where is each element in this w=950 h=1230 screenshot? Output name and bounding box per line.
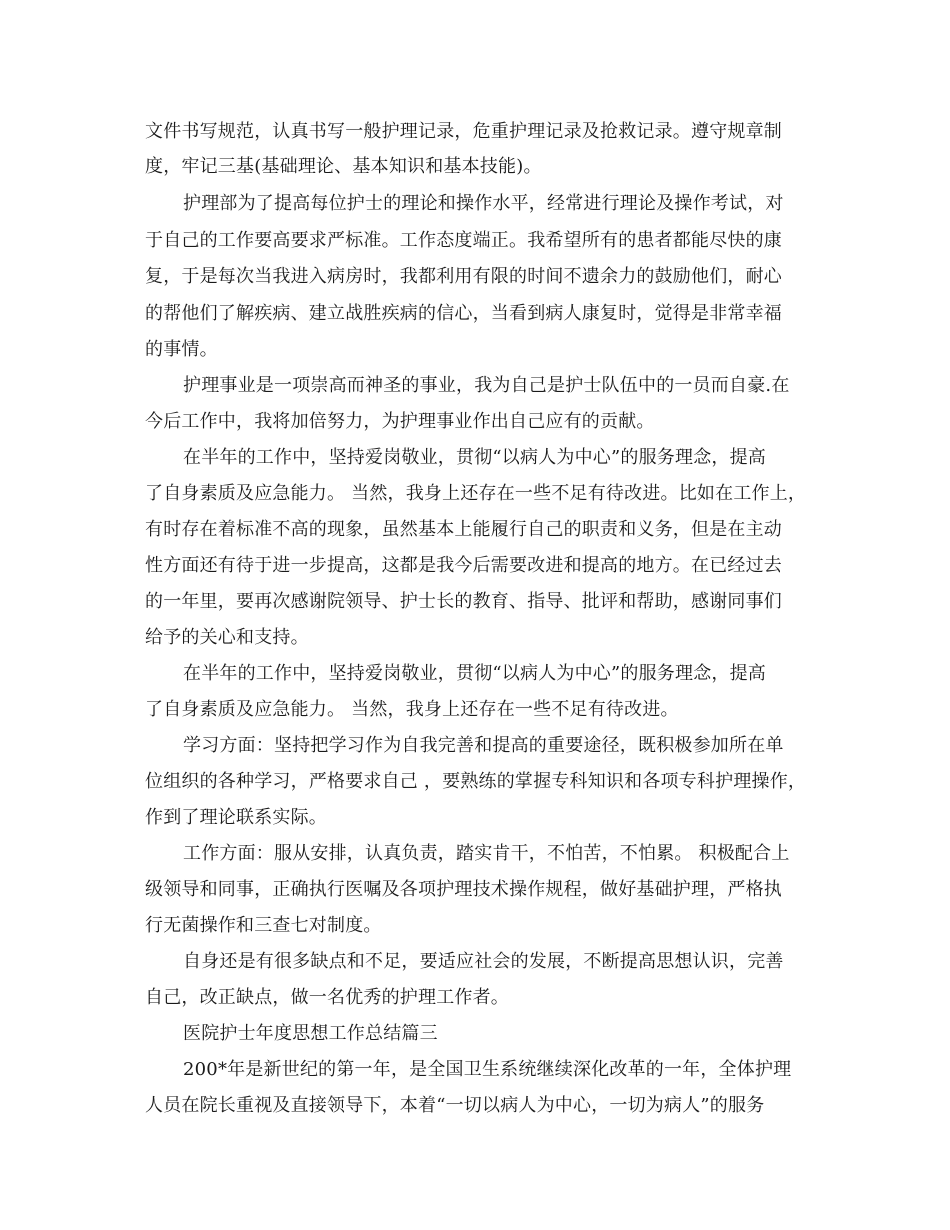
text-line: 的一年里，要再次感谢院领导、护士长的教育、指导、批评和帮助，感谢同事们 bbox=[145, 591, 782, 612]
text-line: 给予的关心和支持。 bbox=[145, 627, 309, 648]
paragraph-start: 200*年是新世纪的第一年，是全国卫生系统继续深化改革的一年，全体护理 bbox=[183, 1059, 792, 1080]
text-line: 了自身素质及应急能力。 当然，我身上还存在一些不足有待改进。 bbox=[145, 699, 679, 720]
paragraph-start: 护理事业是一项崇高而神圣的事业，我为自己是护士队伍中的一员而自豪.在 bbox=[183, 375, 790, 396]
text-line: 的事情。 bbox=[145, 339, 218, 360]
section-heading: 医院护士年度思想工作总结篇三 bbox=[183, 1023, 438, 1044]
paragraph-start: 在半年的工作中，坚持爱岗敬业，贯彻“以病人为中心”的服务理念，提高 bbox=[183, 447, 767, 468]
text-line: 文件书写规范，认真书写一般护理记录，危重护理记录及抢救记录。遵守规章制 bbox=[145, 121, 782, 142]
text-line: 级领导和同事，正确执行医嘱及各项护理技术操作规程，做好基础护理，严格执 bbox=[145, 879, 782, 900]
text-line: 行无菌操作和三查七对制度。 bbox=[145, 915, 382, 936]
text-line: 于自己的工作要高要求严标准。工作态度端正。我希望所有的患者都能尽快的康 bbox=[145, 230, 782, 251]
paragraph-start: 学习方面：坚持把学习作为自我完善和提高的重要途径，既积极参加所在单 bbox=[183, 735, 784, 756]
paragraph-start: 护理部为了提高每位护士的理论和操作水平，经常进行理论及操作考试，对 bbox=[183, 193, 784, 214]
text-line: 度，牢记三基(基础理论、基本知识和基本技能)。 bbox=[145, 156, 542, 177]
text-line: 作到了理论联系实际。 bbox=[145, 807, 327, 828]
text-line: 了自身素质及应急能力。 当然，我身上还存在一些不足有待改进。比如在工作上， bbox=[145, 483, 807, 504]
paragraph-start: 自身还是有很多缺点和不足，要适应社会的发展，不断提高思想认识，完善 bbox=[183, 951, 784, 972]
text-line: 性方面还有待于进一步提高，这都是我今后需要改进和提高的地方。在已经过去 bbox=[145, 555, 782, 576]
text-line: 自己，改正缺点，做一名优秀的护理工作者。 bbox=[145, 987, 509, 1008]
text-line: 人员在院长重视及直接领导下，本着“一切以病人为中心，一切为病人”的服务 bbox=[145, 1095, 765, 1116]
text-line: 的帮他们了解疾病、建立战胜疾病的信心，当看到病人康复时，觉得是非常幸福 bbox=[145, 303, 782, 324]
paragraph-start: 在半年的工作中，坚持爱岗敬业，贯彻“以病人为中心”的服务理念，提高 bbox=[183, 663, 767, 684]
text-line: 复，于是每次当我进入病房时，我都利用有限的时间不遗余力的鼓励他们，耐心 bbox=[145, 266, 782, 287]
text-line: 有时存在着标准不高的现象，虽然基本上能履行自己的职责和义务，但是在主动 bbox=[145, 519, 782, 540]
text-line: 位组织的各种学习，严格要求自己 ，要熟练的掌握专科知识和各项专科护理操作， bbox=[145, 771, 807, 792]
paragraph-start: 工作方面：服从安排，认真负责，踏实肯干，不怕苦，不怕累。 积极配合上 bbox=[183, 843, 790, 864]
text-line: 今后工作中，我将加倍努力，为护理事业作出自己应有的贡献。 bbox=[145, 411, 655, 432]
